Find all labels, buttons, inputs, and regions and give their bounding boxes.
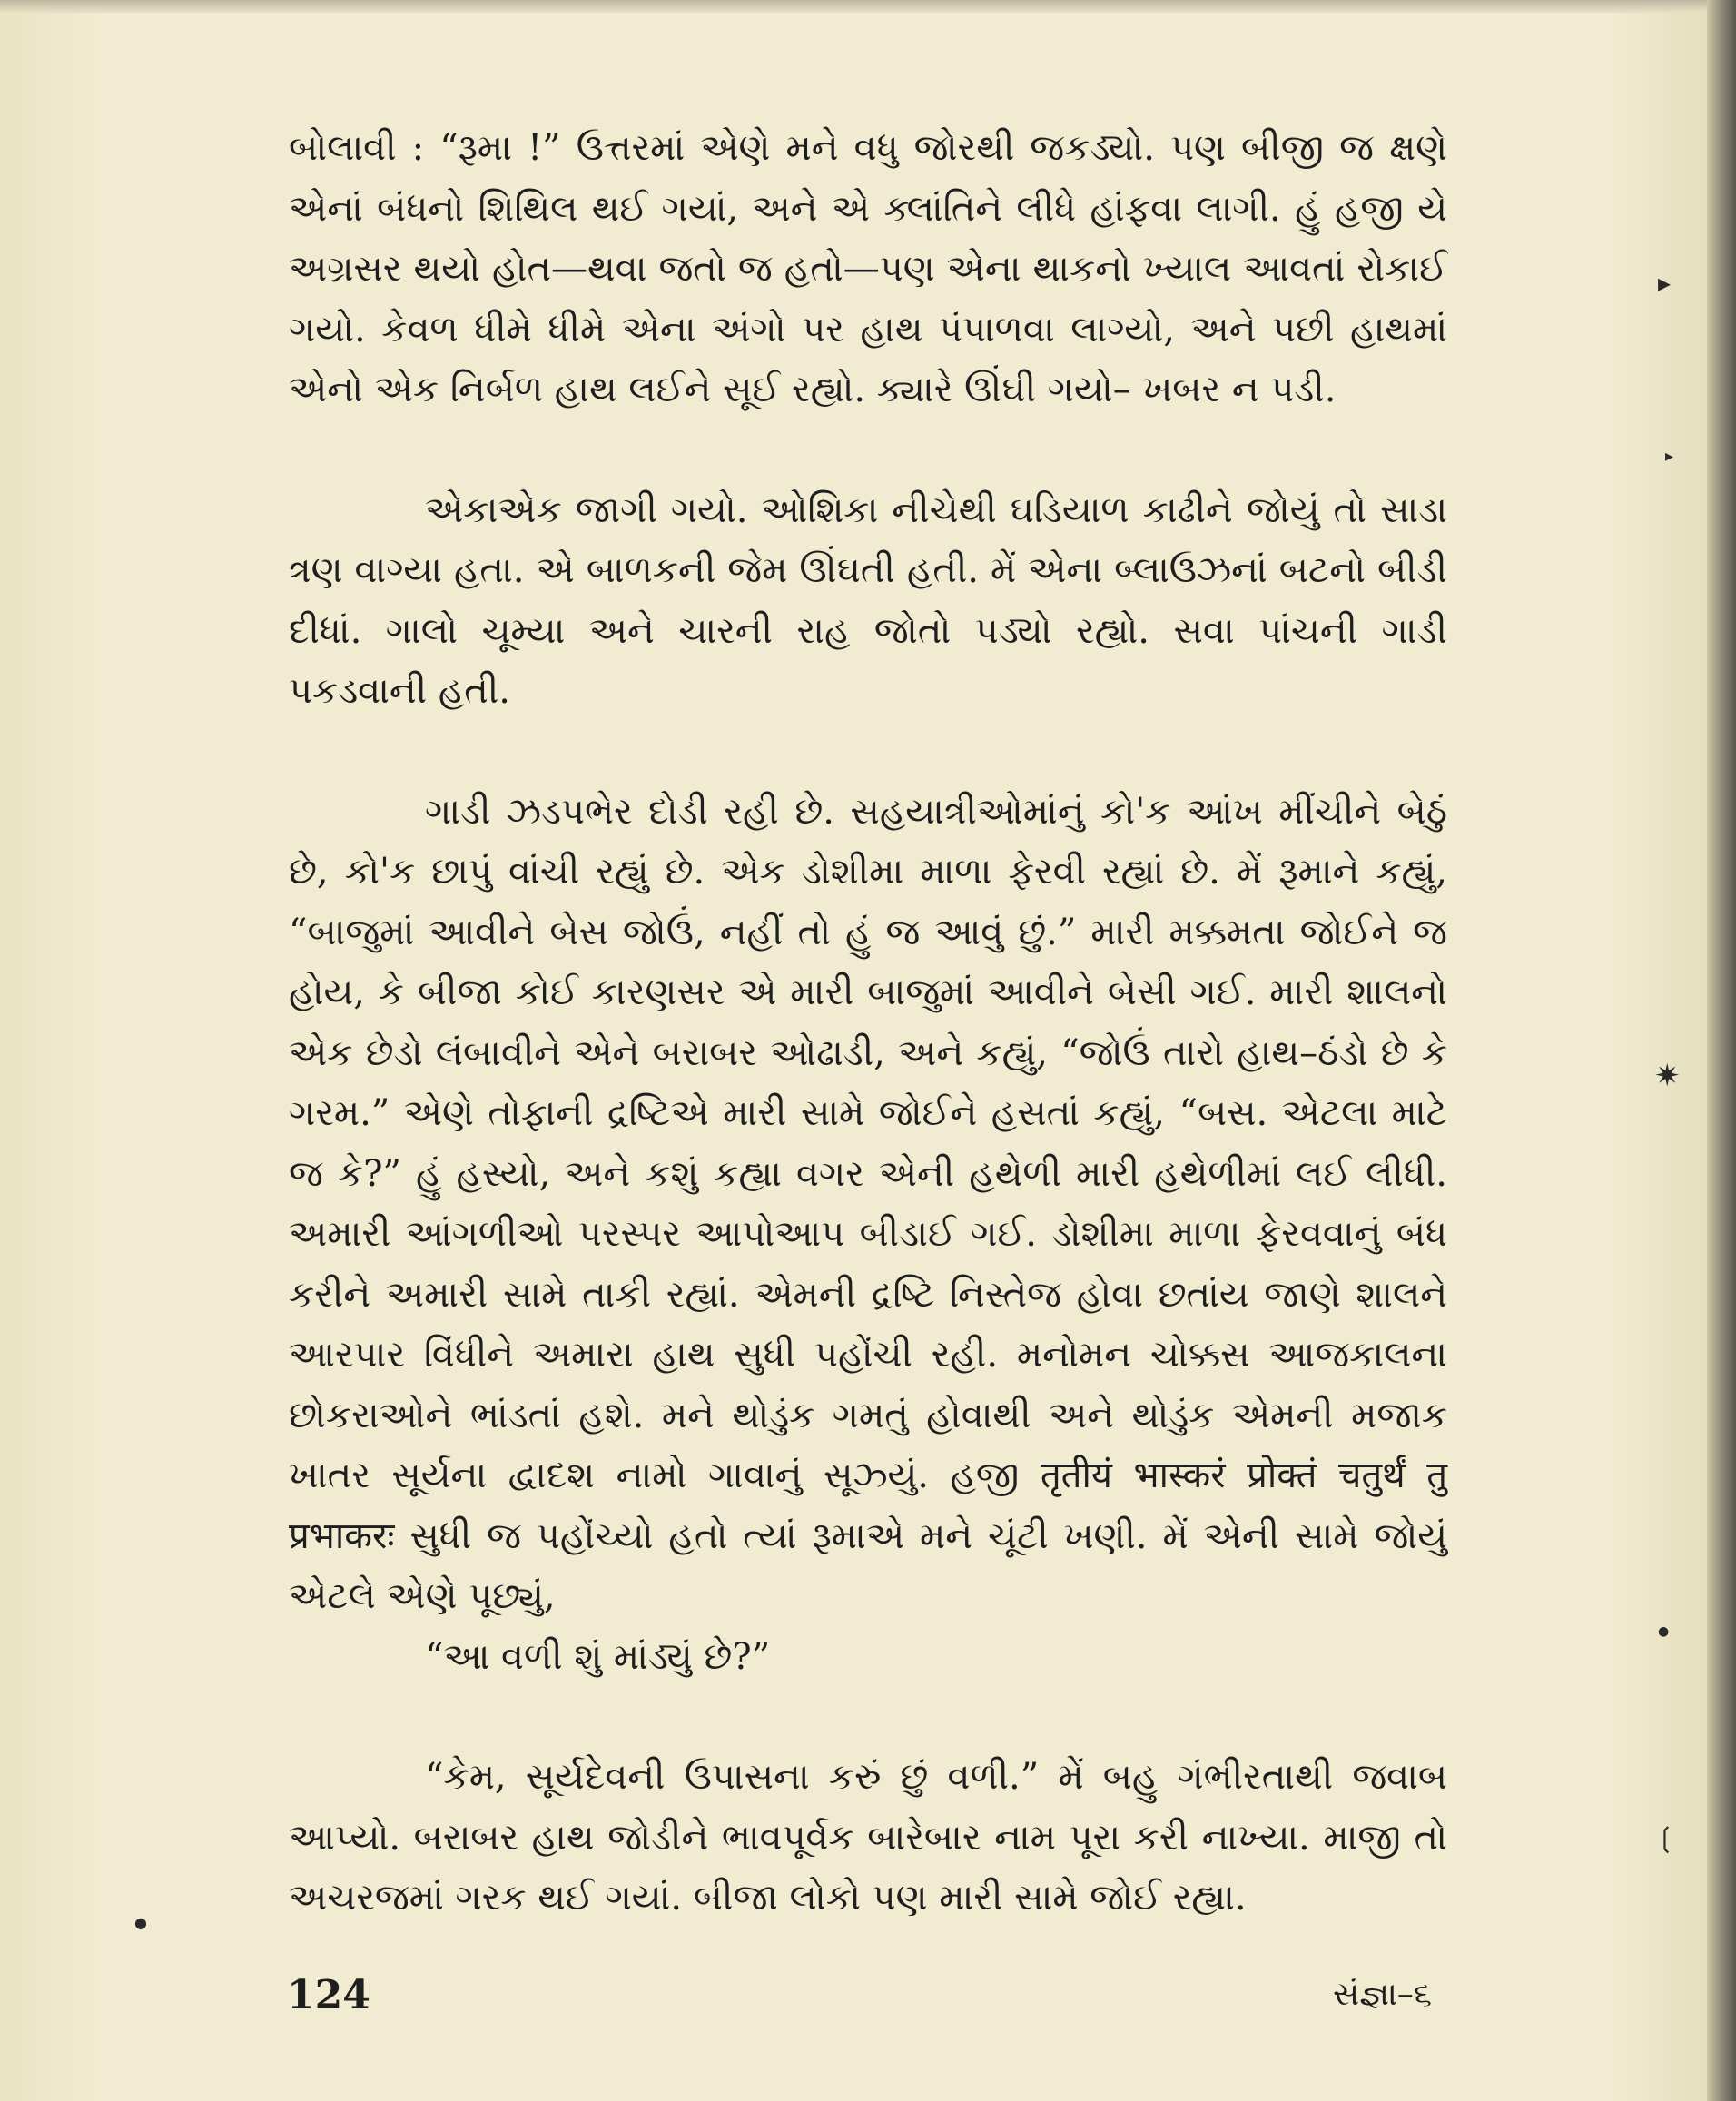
margin-mark-icon: ❲	[1654, 1822, 1678, 1854]
margin-mark-icon: ▸	[1658, 268, 1672, 298]
scan-top-edge	[0, 0, 1736, 13]
paragraph-2: એકાએક જાગી ગયો. ઓશિકા નીચેથી ઘડિયાળ કાઢીને જોયું તો સાડા ત્રણ વાગ્યા હતા. એ બાળકની જેમ ઊંઘતી હતી. મેં એના બ્લાઉઝનાં બટનો બીડી દીધાં. ગાલો ચૂમ્યા અને ચારની રાહ જોતો પડ્યો રહ્યો. સવા પાંચની ગાડી પકડવાની હતી.	[289, 488, 1447, 712]
body-text	[289, 118, 1447, 1928]
paragraph-1: બોલાવી : “રૂમા !” ઉત્તરમાં એણે મને વધુ જોરથી જકડ્યો. પણ બીજી જ ક્ષણે એનાં બંધનો શિથિલ થઈ ગયાં, અને એ ક્લાંતિને લીધે હાંફવા લાગી. હું હજી યે અગ્રસર થયો હોત—થવા જતો જ હતો—પણ એના થાકનો ખ્યાલ આવતાં રોકાઈ ગયો. કેવળ ધીમે ધીમે એના અંગો પર હાથ પંપાળવા લાગ્યો, અને પછી હાથમાં એનો એક નિર્બળ હાથ લઈને સૂઈ રહ્યો. ક્યારે ઊંઘી ગયો– ખબર ન પડી.	[289, 127, 1447, 410]
margin-mark-icon: ✷	[1654, 1058, 1681, 1094]
margin-mark-icon: ▸	[1665, 447, 1674, 466]
running-foot: સંજ્ઞા–૬	[1333, 1976, 1433, 2013]
page-right-edge	[1707, 0, 1736, 2101]
margin-mark-icon: ●	[134, 1914, 147, 1931]
paragraph-5: “કેમ, સૂર્યદેવની ઉપાસના કરું છું વળી.” મેં બહુ ગંભીરતાથી જવાબ આપ્યો. બરાબર હાથ જોડીને ભાવપૂર્વક બારેબાર નામ પૂરા કરી નાખ્યા. માજી તો અચરજમાં ગરક થઈ ગયાં. બીજા લોકો પણ મારી સામે જોઈ રહ્યા.	[289, 1756, 1447, 1919]
paragraph-3: ગાડી ઝડપભેર દોડી રહી છે. સહયાત્રીઓમાંનું કો'ક આંખ મીંચીને બેઠું છે, કો'ક છાપું વાંચી રહ્યું છે. એક ડોશીમા માળા ફેરવી રહ્યાં છે. મેં રૂમાને કહ્યું, “બાજુમાં આવીને બેસ જોઉં, નહીં તો હું જ આવું છું.” મારી મક્કમતા જોઈને જ હોય, કે બીજા કોઈ કારણસર એ મારી બાજુમાં આવીને બેસી ગઈ. મારી શાલનો એક છેડો લંબાવીને એને બરાબર ઓઢાડી, અને કહ્યું, “જોઉં તારો હાથ–ઠંડો છે કે ગરમ.” એણે તોફાની દ્રષ્ટિએ મારી સામે જોઈને હસતાં કહ્યું, “બસ. એટલા માટે જ કે?” હું હસ્યો, અને કશું કહ્યા વગર એની હથેળી મારી હથેળીમાં લઈ લીધી. અમારી આંગળીઓ પરસ્પર આપોઆપ બીડાઈ ગઈ. ડોશીમા માળા ફેરવવાનું બંધ કરીને અમારી સામે તાકી રહ્યાં. એમની દ્રષ્ટિ નિસ્તેજ હોવા છતાંય જાણે શાલને આરપાર વિંધીને અમારા હાથ સુધી પહોંચી રહી. મનોમન ચોક્કસ આજકાલના છોકરાઓને ભાંડતાં હશે. મને થોડુંક ગમતું હોવાથી અને થોડુંક એમની મજાક ખાતર સૂર્યના દ્વાદશ નામો ગાવાનું સૂઝ્યું. હજી तृतीयं भास्करं प्रोक्तं चतुर्थं तु प्रभाकरः સુધી જ પહોંચ્યો હતો ત્યાં રૂમાએ મને ચૂંટી ખણી. મેં એની સામે જોયું એટલે એણે પૂછ્યું,	[289, 790, 1447, 1617]
dialogue-line: “આ વળી શું માંડ્યું છે?”	[425, 1635, 771, 1678]
margin-mark-icon: ●	[1658, 1624, 1670, 1639]
page-number: 124	[287, 1972, 370, 2018]
